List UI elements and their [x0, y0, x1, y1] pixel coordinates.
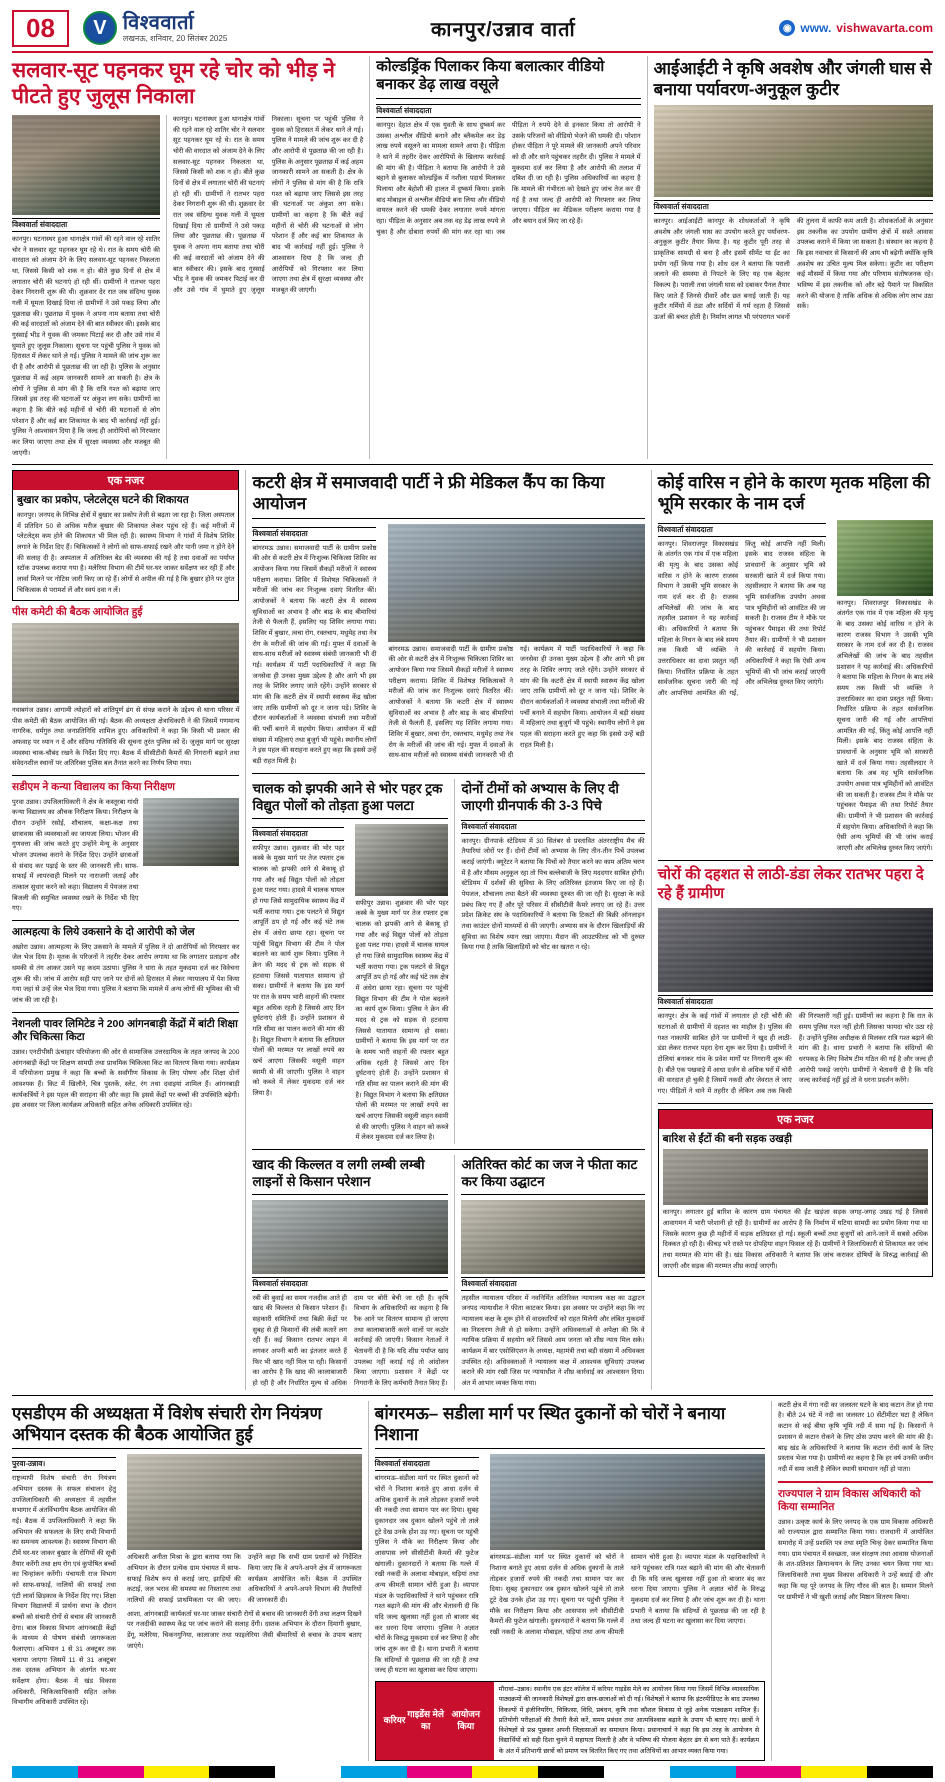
- divider-4: [12, 1012, 239, 1013]
- camp-text-a: बांगरमऊ उन्नाव। समाजवादी पार्टी के ग्रामीण प्रकोष्ठ की ओर से कटरी क्षेत्र में निःशुल्क चिकित्सा शिविर का आयोजन किया गया जिसमें सैकड़ों मरीजों ने स्वास्थ्य परीक्षण कराया। शिविर में विशेषज्ञ चिकित्सकों ने मरीजों की जांच कर निःशुल्क दवाएं वितरित कीं। आयोजकों ने बताया कि कटरी क्षेत्र में स्वास्थ्य सुविधाओं का अभाव है और बाढ़ के बाद बीमारियां तेजी से फैलती हैं, इसलिए यह शिविर लगाया गया। शिविर में बुखार, त्वचा रोग, रक्तचाप, मधुमेह तथा नेत्र रोग के मरीजों की जांच की गई। मुफ्त में दवाओं के साथ-साथ मरीजों को स्वास्थ्य संबंधी जानकारी भी दी गई। कार्यक्रम में पार्टी पदाधिकारियों ने कहा कि जनसेवा ही उनका मुख्य उद्देश्य है और आगे भी इस तरह के शिविर लगाए जाते रहेंगे। उन्होंने सरकार से मांग की कि कटरी क्षेत्र में स्थायी स्वास्थ्य केंद्र खोला जाए ताकि ग्रामीणों को दूर न जाना पड़े। शिविर के दौरान कार्यकर्ताओं ने व्यवस्था संभाली तथा मरीजों की पर्ची बनाने में सहयोग किया। आयोजन में बड़ी संख्या में महिलाएं तथा बुजुर्ग भी पहुंचे। स्थानीय लोगों ने इस पहल की सराहना करते हुए कहा कि इससे उन्हें बड़ी राहत मिली है।: [252, 544, 377, 766]
- page-number: 08: [12, 10, 69, 47]
- fertilizer-headline: खाद की किल्लत व लगी लम्बी लम्बी लाइनों से किसान परेशान: [252, 1157, 448, 1195]
- camp-headline: कटरी क्षेत्र में समाजवादी पार्टी ने फ्री मेडिकल कैंप का किया आयोजन: [252, 472, 644, 519]
- vdo-text: उन्नाव। उत्कृष्ट कार्य के लिए जनपद के एक ग्राम विकास अधिकारी को राज्यपाल द्वारा सम्मानित किया गया। राजधानी में आयोजित समारोह में उन्हें प्रशस्ति पत्र तथा स्मृति चिन्ह देकर सम्मानित किया गया। ग्राम पंचायत में स्वच्छता, जल संरक्षण तथा आवास योजनाओं के शत-प्रतिशत क्रियान्वयन के लिए उनका चयन किया गया था। जिलाधिकारी तथा मुख्य विकास अधिकारी ने उन्हें बधाई दी और कहा कि यह पूरे जनपद के लिए गौरव की बात है। सम्मान मिलने पर ग्रामीणों ने भी खुशी जताई और मिष्ठान वितरण किया।: [778, 1518, 934, 1601]
- shops-headline: बांगरमऊ– सडीला मार्ग पर स्थित दुकानों को चोरों ने बनाया निशाना: [375, 1403, 765, 1450]
- sdm-meeting-headline: एसडीएम की अध्यक्षता में विशेष संचारी रोग नियंत्रण अभियान दस्तक की बैठक आयोजित हुई: [12, 1403, 362, 1450]
- nightwatch-photo: [658, 908, 933, 992]
- divider-5: [252, 773, 644, 774]
- divider-1: [12, 464, 933, 465]
- reg-swatch: [736, 1766, 802, 1778]
- divider-2: [12, 775, 239, 776]
- career-strap-line1: करियर: [383, 1715, 406, 1726]
- row-truck-cricket: [252, 779, 644, 1144]
- land-photo: [837, 520, 933, 596]
- eknazar-label-1: एक नजर: [13, 471, 238, 490]
- shops-text-b: बांगरमऊ–संडीला मार्ग पर स्थित दुकानों को चोरों ने निशाना बनाते हुए आधा दर्जन से अधिक दुकानों के ताले तोड़कर हजारों रुपये की नकदी तथा सामान पार कर दिया। सुबह दुकानदार जब दुकान खोलने पहुंचे तो ताले टूटे देख उनके होश उड़ गए। सूचना पर पहुंची पुलिस ने मौके का निरीक्षण किया और आसपास लगे सीसीटीवी कैमरों की फुटेज खंगाली। दुकानदारों ने बताया कि गल्ले में रखी नकदी के अलावा मोबाइल, घड़ियां तथा अन्य कीमती सामान चोरी हुआ है। व्यापार मंडल के पदाधिकारियों ने थाने पहुंचकर रात्रि गश्त बढ़ाने की मांग की और चेतावनी दी कि यदि जल्द खुलासा नहीं हुआ तो बाजार बंद कर धरना दिया जाएगा। पुलिस ने अज्ञात चोरों के विरुद्ध मुकदमा दर्ज कर लिया है और जांच शुरू कर दी है। थाना प्रभारी ने बताया कि संदिग्धों से पूछताछ की जा रही है तथा जल्द ही घटना का खुलासा कर दिया जाएगा।: [489, 1554, 766, 1637]
- col-medical-camp: [245, 470, 644, 1390]
- col-right-second: [651, 470, 933, 1390]
- eknazar-text-1: कानपुर। जनपद के विभिन्न क्षेत्रों में बुखार का प्रकोप तेजी से बढ़ता जा रहा है। जिला अस्पताल में प्रतिदिन 50 से अधिक मरीज बुखार की शिकायत लेकर पहुंच रहे हैं। कई मरीजों में प्लेटलेट्स कम होने की शिकायत भी मिल रही है। स्वास्थ्य विभाग ने गांवों में विशेष शिविर लगाने के निर्देश दिए हैं। चिकित्सकों ने लोगों को साफ-सफाई रखने और पानी जमा न होने देने की सलाह दी है। अस्पताल में अतिरिक्त बेड की व्यवस्था की गई है तथा दवाओं का पर्याप्त स्टॉक उपलब्ध कराया गया है। मलेरिया विभाग की टीमें घर-घर जाकर सर्वेक्षण कर रही हैं और लार्वा मिलने पर नोटिस जारी किए जा रहे हैं। लोगों से अपील की गई है कि बुखार होने पर तुरंत चिकित्सक से परामर्श लें और स्वयं दवा न लें।: [17, 511, 235, 594]
- eknazar-text-2: कानपुर। लगातार हुई बारिश के कारण ग्राम पंचायत की ईंट खड़ंजा सड़क जगह-जगह उखड़ गई है जिससे आवागमन में भारी परेशानी हो रही है। ग्रामीणों का आरोप है कि निर्माण में घटिया सामग्री का प्रयोग किया गया था जिसके कारण कुछ ही महीनों में सड़क क्षतिग्रस्त हो गई। स्कूली बच्चों तथा बुजुर्गों को आने-जाने में सबसे अधिक दिक्कत हो रही है। कीचड़ भरे रास्ते पर दोपहिया वाहन फिसल रहे हैं। ग्रामीणों ने जिलाधिकारी से शिकायत कर जांच तथा मरम्मत की मांग की है। खंड विकास अधिकारी ने बताया कि जांच कराकर दोषियों के विरुद्ध कार्रवाई की जाएगी और सड़क की मरम्मत शीघ्र कराई जाएगी।: [662, 1209, 928, 1270]
- sdm-meeting-text-b: अधिकारी अनीता मिश्रा के द्वारा बताया गया कि अभियान के दौरान प्रत्येक ग्राम पंचायत में साफ-सफाई विशेष रूप से कराई जाए, झाड़ियों की कटाई, जल भराव की समस्या का निस्तारण तथा नालियों की सफाई प्राथमिकता पर की जाए। उन्होंने कहा कि सभी ग्राम प्रधानों को निर्देशित किया जाए कि वे अपने-अपने क्षेत्र में जागरूकता कार्यक्रम आयोजित करें। बैठक में उपस्थित अधिकारियों ने अपने-अपने विभाग की तैयारियों की जानकारी दी।: [127, 1554, 362, 1604]
- logo-title: विश्ववार्ता: [122, 12, 195, 35]
- career-strap-line2: गाइडेंस मेले का: [407, 1709, 445, 1731]
- eknazar-title-2: बारिश से ईंटों की बनी सड़क उखड़ी: [662, 1132, 793, 1145]
- truck-byline: विश्ववार्ता संवाददाता: [252, 827, 344, 841]
- col-river: [771, 1401, 933, 1761]
- career-strap: [375, 1681, 765, 1761]
- land-headline: कोई वारिस न होने के कारण मृतक महिला की भूमि सरकार के नाम दर्ज: [657, 473, 930, 514]
- career-strap-label: [376, 1682, 494, 1760]
- fertilizer-text: रबी की बुवाई का समय नजदीक आते ही खाद की किल्लत से किसान परेशान हैं। सहकारी समितियों तथा बिक्री केंद्रों पर सुबह से ही किसानों की लंबी कतारें लग रही हैं। कई किसान रातभर लाइन में लगकर अपनी बारी का इंतजार करते हैं फिर भी खाद नहीं मिल पा रही। किसानों का आरोप है कि खाद की कालाबाजारी हो रही है और निर्धारित मूल्य से अधिक दाम पर बोरी बेची जा रही है। कृषि विभाग के अधिकारियों का कहना है कि रैक आने पर वितरण सामान्य हो जाएगा तथा कालाबाजारी करने वालों पर कठोर कार्रवाई की जाएगी। किसान नेताओं ने चेतावनी दी है कि यदि शीघ्र पर्याप्त खाद उपलब्ध नहीं कराई गई तो आंदोलन किया जाएगा। प्रशासन ने केंद्रों पर निगरानी के लिए कर्मचारी तैनात किए हैं।: [252, 1294, 449, 1388]
- peace-committee-photo: [12, 623, 239, 703]
- jail-title: आत्महत्या के लिये उकसाने के दो आरोपी को जेल: [12, 925, 195, 938]
- row-fertilizer-court: [252, 1155, 644, 1390]
- eknazar-title-1: बुखार का प्रकोप, प्लेटलेट्स घटने की शिकायत: [17, 494, 189, 507]
- iit-headline: आईआईटी ने कृषि अवशेष और जंगली घास से बनाया पर्यावरण-अनुकूल कुटीर: [653, 58, 932, 99]
- divider-7: [658, 860, 933, 861]
- registration-bar: [12, 1766, 933, 1778]
- reg-swatch: [670, 1766, 736, 1778]
- row-second: [12, 470, 933, 1390]
- globe-icon: ◉: [779, 20, 795, 36]
- truck-photo: [355, 824, 448, 896]
- career-strap-text: मौरावां–उन्नाव। स्थानीय एक इंटर कॉलेज में करियर गाइडेंस मेले का आयोजन किया गया जिसमें विभिन्न व्यावसायिक पाठ्यक्रमों की जानकारी विशेषज्ञों द्वारा छात्र-छात्राओं को दी गई। विशेषज्ञों ने बताया कि इंटरमीडिएट के बाद उपलब्ध विकल्पों में इंजीनियरिंग, चिकित्सा, विधि, प्रबंधन, कृषि तथा कौशल विकास से जुड़े अनेक पाठ्यक्रम शामिल हैं। प्रतियोगी परीक्षाओं की तैयारी कैसे करें, समय प्रबंधन तथा आत्मविश्वास बढ़ाने के उपाय भी बताए गए। छात्रों ने विशेषज्ञों से प्रश्न पूछकर अपनी जिज्ञासाओं का समाधान किया। प्रधानाचार्य ने कहा कि इस तरह के आयोजन से विद्यार्थियों को सही दिशा चुनने में सहायता मिलती है और वे भविष्य की योजना बेहतर ढंग से बना पाते हैं। कार्यक्रम के अंत में प्रतिभागी छात्रों को प्रमाण पत्र वितरित किए गए तथा अतिथियों का आभार व्यक्त किया गया।: [494, 1682, 764, 1760]
- land-text-b: कानपुर। शिवराजपुर विकासखंड के अंतर्गत एक गांव में एक महिला की मृत्यु के बाद उसका कोई वारिस न होने के कारण राजस्व विभाग ने उसकी भूमि सरकार के नाम दर्ज कर दी है। राजस्व अभिलेखों की जांच के बाद तहसील प्रशासन ने यह कार्रवाई की। अधिकारियों ने बताया कि महिला के निधन के बाद लंबे समय तक किसी भी व्यक्ति ने उत्तराधिकार का दावा प्रस्तुत नहीं किया। निर्धारित प्रक्रिया के तहत सार्वजनिक सूचना जारी की गई और आपत्तियां आमंत्रित की गईं, किंतु कोई आपत्ति नहीं मिली। इसके बाद राजस्व संहिता के प्रावधानों के अनुसार भूमि को सरकारी खाते में दर्ज किया गया। तहसीलदार ने बताया कि अब यह भूमि सार्वजनिक उपयोग अथवा पात्र भूमिहीनों को आवंटित की जा सकती है। राजस्व टीम ने मौके पर पहुंचकर पैमाइश की तथा रिपोर्ट तैयार की। ग्रामीणों ने भी प्रशासन की कार्रवाई में सहयोग किया। अधिकारियों ने कहा कि ऐसी अन्य भूमियों की भी जांच कराई जाएगी और अभिलेख दुरुस्त किए जाएंगे।: [836, 599, 933, 853]
- nightwatch-byline: विश्ववार्ता संवाददाता: [658, 995, 933, 1009]
- iit-photo: [654, 105, 933, 197]
- eknazar-box-1: [12, 470, 239, 601]
- coldrink-byline: विश्ववार्ता संवाददाता: [376, 104, 640, 118]
- logo-subtitle: लखनऊ, शनिवार, 20 सितंबर 2025: [122, 34, 228, 44]
- reg-swatch: [604, 1766, 670, 1778]
- cricket-byline: विश्ववार्ता संवाददाता: [461, 820, 644, 834]
- reg-swatch: [341, 1766, 407, 1778]
- truck-headline: चालक को झपकी आने से भोर पहर ट्रक विद्युत पोलों को तोड़ता हुआ पलटा: [252, 781, 448, 819]
- lead-text-b: कानपुर। घटनास्थर हुआ थानाक्षेत्र गांवों की रहने वाल रहे शातिर चोर ने सलवार सूट पहनकर घूम रहे थे। रात के समय चोरी की वारदात को अंजाम देने के लिए सलवार-सूट पहनकर निकलता था, जिससे किसी को शक न हो। बीते कुछ दिनों से क्षेत्र में लगातार चोरी की घटनाएं हो रही थीं। ग्रामीणों ने रातभर पहरा देकर निगरानी शुरू की थी। शुक्रवार देर रात जब संदिग्ध युवक गली में घूमता दिखाई दिया तो ग्रामीणों ने उसे पकड़ लिया और पूछताछ की। पूछताछ में युवक ने अपना नाम बताया तथा चोरी की कई वारदातों को अंजाम देने की बात स्वीकार की। इसके बाद गुस्साई भीड़ ने युवक की जमकर पिटाई कर दी और उसे गांव में घुमाते हुए जुलूस निकाला। सूचना पर पहुंची पुलिस ने युवक को हिरासत में लेकर थाने ले गई। पुलिस ने मामले की जांच शुरू कर दी है और आरोपी से पूछताछ की जा रही है। पुलिस के अनुसार पूछताछ में कई अहम जानकारी सामने आ सकती है। क्षेत्र के लोगों ने पुलिस से मांग की है कि रात्रि गश्त को बढ़ाया जाए जिससे इस तरह की घटनाओं पर अंकुश लग सके। ग्रामीणों का कहना है कि बीते कई महीनों से चोरी की घटनाओं से लोग परेशान हैं और कई बार शिकायत के बाद भी कार्रवाई नहीं हुई। पुलिस ने आश्वासन दिया है कि जल्द ही आरोपियों को गिरफ्तार कर लिया जाएगा तथा क्षेत्र में सुरक्षा व्यवस्था और मजबूत की जाएगी।: [173, 116, 364, 294]
- fertilizer-byline: विश्ववार्ता संवाददाता: [252, 1277, 448, 1291]
- col-shops-theft: [368, 1401, 765, 1761]
- camp-byline: विश्ववार्ता संवाददाता: [252, 527, 376, 541]
- peace-committee-text: नवाबगंज उन्नाव। आगामी त्योहारों को शांतिपूर्ण ढंग से संपन्न कराने के उद्देश्य से थाना परिसर में पीस कमेटी की बैठक आयोजित की गई। बैठक की अध्यक्षता क्षेत्राधिकारी ने की जिसमें गणमान्य नागरिक, धर्मगुरु तथा जनप्रतिनिधि शामिल हुए। अधिकारियों ने कहा कि किसी भी प्रकार की अफवाह पर ध्यान न दें और संदिग्ध गतिविधि की सूचना तुरंत पुलिस को दें। जुलूस मार्ग पर सुरक्षा व्यवस्था चाक-चौबंद रखने के निर्देश दिए गए। बैठक में सीसीटीवी कैमरों की निगरानी बढ़ाने तथा संवेदनशील स्थानों पर अतिरिक्त पुलिस बल तैनात करने का निर्णय लिया गया।: [12, 706, 240, 768]
- reg-swatch: [538, 1766, 604, 1778]
- reg-swatch: [144, 1766, 210, 1778]
- sdm-meeting-byline: पुरवा-उन्नाव।: [12, 1457, 116, 1471]
- coldrink-text: कानपुर। देहात क्षेत्र में एक युवती के साथ दुष्कर्म कर उसका अश्लील वीडियो बनाने और ब्लैकमेल कर डेढ़ लाख रुपये वसूलने का मामला सामने आया है। पीड़िता ने थाने में तहरीर देकर आरोपियों के खिलाफ कार्रवाई की मांग की है। पीड़िता ने बताया कि आरोपी ने उसे बहाने से बुलाकर कोल्डड्रिंक में नशीला पदार्थ मिलाकर पिलाया और बेहोशी की हालत में दुष्कर्म किया। इसके बाद मोबाइल से अश्लील वीडियो बना लिया और वीडियो वायरल करने की धमकी देकर लगातार रुपये मांगता रहा। पीड़िता के अनुसार अब तक वह डेढ़ लाख रुपये ले चुका है और दोबारा रुपयों की मांग कर रहा था। जब पीड़िता ने रुपये देने से इनकार किया तो आरोपी ने उसके परिजनों को वीडियो भेजने की धमकी दी। परेशान होकर पीड़िता ने पूरे मामले की जानकारी अपने परिवार को दी और थाने पहुंचकर तहरीर दी। पुलिस ने मामले में मुकदमा दर्ज कर लिया है और आरोपी की तलाश में दबिश दी जा रही है। पुलिस अधिकारियों का कहना है कि मामले की गंभीरता को देखते हुए जांच तेज कर दी गई है तथा जल्द ही आरोपी को गिरफ्तार कर लिया जाएगा। पीड़िता का मेडिकल परीक्षण कराया गया है और बयान दर्ज किए जा रहे हैं।: [376, 122, 641, 236]
- nlp-title: नेशनली पावर लिमिटेड ने 200 आंगनबाड़ी केंद्रों में बांटी शिक्षा और चिकित्सा किटा: [12, 1017, 238, 1044]
- iit-text: कानपुर। आईआईटी कानपुर के शोधकर्ताओं ने कृषि अवशेष और जंगली घास का उपयोग करते हुए पर्यावरण-अनुकूल कुटीर तैयार किया है। यह कुटीर पूरी तरह से प्राकृतिक सामग्री से बना है और इसमें सीमेंट या ईंट का प्रयोग नहीं किया गया है। शोध दल ने बताया कि पराली जलाने की समस्या से निपटने के लिए यह एक बेहतर विकल्प है। पराली तथा जंगली घास को दबाकर पैनल तैयार किए जाते हैं जिनसे दीवारें और छत बनाई जाती हैं। यह कुटीर गर्मियों में ठंडा और सर्दियों में गर्म रहता है जिससे ऊर्जा की बचत होती है। निर्माण लागत भी परंपरागत भवनों की तुलना में काफी कम आती है। शोधकर्ताओं के अनुसार इस तकनीक का उपयोग ग्रामीण क्षेत्रों में सस्ते आवास उपलब्ध कराने में किया जा सकता है। संस्थान का कहना है कि इस नवाचार से किसानों की आय भी बढ़ेगी क्योंकि कृषि अवशेष का उचित मूल्य मिल सकेगा। कुटीर का परीक्षण कई मौसमों में किया गया और परिणाम संतोषजनक रहे। भविष्य में इस तकनीक को और बड़े पैमाने पर विकसित करने की योजना है ताकि अधिक से अधिक लोग लाभ उठा सकें।: [653, 218, 933, 322]
- sdm-meeting-photo: [127, 1454, 362, 1550]
- coldrink-headline: कोल्डड्रिंक पिलाकर किया बलात्कार वीडियो बनाकर डेढ़ लाख वसूले: [376, 58, 640, 100]
- cricket-headline: दोनों टीमों को अभ्यास के लिए दी जाएगी ग्रीनपार्क की 3-3 पिचे: [461, 780, 619, 813]
- nightwatch-headline: चोरों की दहशत से लाठी-डंडा लेकर रातभर पहरा दे रहे हैं ग्रामीण: [657, 865, 924, 902]
- divider-3: [12, 920, 239, 921]
- shops-photo: [490, 1454, 765, 1550]
- website-link[interactable]: [779, 20, 933, 36]
- page-title: कानपुर/उन्नाव वार्ता: [430, 18, 576, 41]
- jail-text: अछोरा उन्नाव। आत्महत्या के लिए उकसाने के मामले में पुलिस ने दो आरोपियों को गिरफ्तार कर जेल भेज दिया है। मृतक के परिजनों ने तहरीर देकर आरोप लगाया था कि लगातार प्रताड़ना और धमकी से तंग आकर उसने यह कदम उठाया। पुलिस ने धारा के तहत मुकदमा दर्ज कर विवेचना शुरू की थी। जांच में आरोप सही पाए जाने पर दोनों को हिरासत में लेकर न्यायालय में पेश किया गया जहां से उन्हें जेल भेज दिया गया। पुलिस ने बताया कि मामले में अन्य लोगों की भूमिका की भी जांच की जा रही है।: [12, 943, 240, 1004]
- sdm-inspection-photo: [143, 798, 239, 866]
- divider-9: [12, 1395, 933, 1396]
- court-headline: अतिरिक्त कोर्ट का जज ने फीता काट कर किया उद्घाटन: [461, 1157, 644, 1195]
- divider-8: [658, 1103, 933, 1104]
- court-byline: विश्ववार्ता संवाददाता: [461, 1277, 644, 1291]
- row-top: [12, 56, 933, 460]
- nlp-text: उन्नाव। एनटीपीसी ऊंचाहार परियोजना की ओर से सामाजिक उत्तरदायित्व के तहत जनपद के 200 आंगनबाड़ी केंद्रों पर शिक्षण सामग्री तथा प्राथमिक चिकित्सा किट का वितरण किया गया। कार्यक्रम में परियोजना प्रमुख ने कहा कि बच्चों के सर्वांगीण विकास के लिए पोषण और शिक्षा दोनों आवश्यक हैं। किट में खिलौने, चित्र पुस्तकें, स्लेट, रंग तथा दवाइयां शामिल हैं। आंगनबाड़ी कार्यकर्त्रियों ने इस पहल की सराहना की और कहा कि इससे केंद्रों पर बच्चों की उपस्थिति बढ़ेगी। इस अवसर पर जिला कार्यक्रम अधिकारी सहित अनेक अधिकारी उपस्थित रहे।: [12, 1048, 240, 1110]
- divider-6: [252, 1149, 644, 1150]
- nightwatch-text: कानपुर। क्षेत्र के कई गांवों में लगातार हो रही चोरी की घटनाओं से ग्रामीणों में दहशत का माहौल है। पुलिस की गश्त नाकाफी साबित होने पर ग्रामीणों ने खुद ही लाठी-डंडा लेकर रातभर पहरा देना शुरू कर दिया है। ग्रामीणों ने टोलियां बनाकर गांव के प्रवेश मार्गों पर निगरानी शुरू की है। बीते एक पखवाड़े में आधा दर्जन से अधिक घरों में चोरी की वारदात हो चुकी है जिसमें नकदी और जेवरात ले जाए गए। पीड़ितों ने थाने में तहरीर दी लेकिन अब तक किसी की गिरफ्तारी नहीं हुई। ग्रामीणों का कहना है कि रात के समय पुलिस गश्त नहीं होती जिसका फायदा चोर उठा रहे हैं। उन्होंने पुलिस अधीक्षक से मिलकर रात्रि गश्त बढ़ाने की मांग की है। थाना प्रभारी ने बताया कि संदिग्धों की धरपकड़ के लिए विशेष टीम गठित की गई है और जल्द ही आरोपी पकड़े जाएंगे। ग्रामीणों ने चेतावनी दी है कि यदि जल्द कार्रवाई नहीं हुई तो वे धरना प्रदर्शन करेंगे।: [657, 1013, 933, 1096]
- divider-10: [778, 1481, 933, 1483]
- eknazar-label-2: एक नजर: [659, 1110, 932, 1129]
- sdm-meeting-text-c: आशा, आंगनबाड़ी कार्यकर्ता घर-घर जाकर संचारी रोगों से बचाव की जानकारी देंगी तथा लक्षण दिखने पर नजदीकी स्वास्थ्य केंद्र पर जांच कराने की सलाह देंगी। दस्तक अभियान के दौरान दिमागी बुखार, डेंगू, मलेरिया, चिकनगुनिया, कालाजार तथा फाइलेरिया जैसी बीमारियों से बचाव के उपाय बताए जाएंगे।: [127, 1610, 362, 1650]
- reg-swatch: [209, 1766, 275, 1778]
- camp-photo: [388, 524, 644, 642]
- shops-byline: विश्ववार्ता संवाददाता: [375, 1457, 479, 1471]
- truck-text-a: सफीपुर उन्नाव। शुक्रवार की भोर पहर कस्बे के मुख्य मार्ग पर तेज रफ्तार ट्रक चालक को झपकी आने से बेकाबू हो गया और कई विद्युत पोलों को तोड़ता हुआ पलट गया। हादसे में चालक घायल हो गया जिसे सामुदायिक स्वास्थ्य केंद्र में भर्ती कराया गया। ट्रक पलटने से विद्युत आपूर्ति ठप हो गई और कई घंटे तक क्षेत्र में अंधेरा छाया रहा। सूचना पर पहुंची विद्युत विभाग की टीम ने पोल बदलने का कार्य शुरू किया। पुलिस ने क्रेन की मदद से ट्रक को सड़क से हटवाया जिससे यातायात सामान्य हो सका। ग्रामीणों ने बताया कि इस मार्ग पर रात के समय भारी वाहनों की रफ्तार बहुत अधिक रहती है जिससे आए दिन दुर्घटनाएं होती हैं। उन्होंने प्रशासन से गति सीमा का पालन कराने की मांग की है। विद्युत विभाग ने बताया कि क्षतिग्रस्त पोलों की मरम्मत पर लाखों रुपये का खर्च आएगा जिसकी वसूली वाहन स्वामी से की जाएगी। पुलिस ने वाहन को कब्जे में लेकर मुकदमा दर्ज कर लिया है।: [252, 844, 345, 1098]
- reg-swatch: [472, 1766, 538, 1778]
- publication-logo: [83, 11, 227, 45]
- row-bottom: [12, 1401, 933, 1761]
- career-strap-line3: आयोजन किया: [451, 1709, 480, 1731]
- land-text-a: कानपुर। शिवराजपुर विकासखंड के अंतर्गत एक गांव में एक महिला की मृत्यु के बाद उसका कोई वारिस न होने के कारण राजस्व विभाग ने उसकी भूमि सरकार के नाम दर्ज कर दी है। राजस्व अभिलेखों की जांच के बाद तहसील प्रशासन ने यह कार्रवाई की। अधिकारियों ने बताया कि महिला के निधन के बाद लंबे समय तक किसी भी व्यक्ति ने उत्तराधिकार का दावा प्रस्तुत नहीं किया। निर्धारित प्रक्रिया के तहत सार्वजनिक सूचना जारी की गई और आपत्तियां आमंत्रित की गईं, किंतु कोई आपत्ति नहीं मिली। इसके बाद राजस्व संहिता के प्रावधानों के अनुसार भूमि को सरकारी खाते में दर्ज किया गया। तहसीलदार ने बताया कि अब यह भूमि सार्वजनिक उपयोग अथवा पात्र भूमिहीनों को आवंटित की जा सकती है। राजस्व टीम ने मौके पर पहुंचकर पैमाइश की तथा रिपोर्ट तैयार की। ग्रामीणों ने भी प्रशासन की कार्रवाई में सहयोग किया। अधिकारियों ने कहा कि ऐसी अन्य भूमियों की भी जांच कराई जाएगी और अभिलेख दुरुस्त किए जाएंगे।: [657, 540, 826, 698]
- eknazar-box-2: [658, 1109, 933, 1278]
- col-sdm-meeting: [12, 1401, 362, 1761]
- lead-story: [12, 56, 363, 460]
- sdm-meeting-text-a: राष्ट्रव्यापी विशेष संचारी रोग नियंत्रण अभियान दस्तक के सफल संचालन हेतु उपजिलाधिकारी की अध्यक्षता में तहसील सभागार में अंतर्विभागीय बैठक आयोजित की गई। बैठक में उपजिलाधिकारी ने कहा कि अभियान की सफलता के लिए सभी विभागों का समन्वय आवश्यक है। स्वास्थ्य विभाग की टीमें घर-घर जाकर बुखार के रोगियों की सूची तैयार करेंगी तथा क्षय रोग एवं कुपोषित बच्चों का चिन्हांकन करेंगी। पंचायती राज विभाग को साफ-सफाई, नालियों की सफाई तथा एंटी लार्वा छिड़काव के निर्देश दिए गए। शिक्षा विभाग विद्यालयों में प्रार्थना सभा के दौरान बच्चों को संचारी रोगों से बचाव की जानकारी देगा। बाल विकास विभाग आंगनबाड़ी केंद्रों के माध्यम से पोषण संबंधी जागरूकता फैलाएगा। अभियान 1 से 31 अक्टूबर तक चलाया जाएगा जिसमें 11 से 31 अक्टूबर तक दस्तक अभियान के अंतर्गत घर-घर सर्वेक्षण होगा। बैठक में खंड विकास अधिकारी, चिकित्साधिकारी सहित अनेक विभागीय अधिकारी उपस्थित रहे।: [12, 1475, 116, 1707]
- story-iit-hut: [647, 56, 933, 460]
- lead-byline: विश्ववार्ता संवाददाता: [12, 218, 160, 232]
- lead-headline: सलवार-सूट पहनकर घूम रहे चोर को भीड़ ने पीटते हुए जुलूस निकाला: [12, 58, 335, 108]
- peace-committee-title: पीस कमेटी की बैठक आयोजित हुई: [12, 606, 143, 619]
- masthead: [12, 10, 933, 53]
- reg-swatch: [867, 1766, 933, 1778]
- camp-text-b: बांगरमऊ उन्नाव। समाजवादी पार्टी के ग्रामीण प्रकोष्ठ की ओर से कटरी क्षेत्र में निःशुल्क चिकित्सा शिविर का आयोजन किया गया जिसमें सैकड़ों मरीजों ने स्वास्थ्य परीक्षण कराया। शिविर में विशेषज्ञ चिकित्सकों ने मरीजों की जांच कर निःशुल्क दवाएं वितरित कीं। आयोजकों ने बताया कि कटरी क्षेत्र में स्वास्थ्य सुविधाओं का अभाव है और बाढ़ के बाद बीमारियां तेजी से फैलती हैं, इसलिए यह शिविर लगाया गया। शिविर में बुखार, त्वचा रोग, रक्तचाप, मधुमेह तथा नेत्र रोग के मरीजों की जांच की गई। मुफ्त में दवाओं के साथ-साथ मरीजों को स्वास्थ्य संबंधी जानकारी भी दी गई। कार्यक्रम में पार्टी पदाधिकारियों ने कहा कि जनसेवा ही उनका मुख्य उद्देश्य है और आगे भी इस तरह के शिविर लगाए जाते रहेंगे। उन्होंने सरकार से मांग की कि कटरी क्षेत्र में स्थायी स्वास्थ्य केंद्र खोला जाए ताकि ग्रामीणों को दूर न जाना पड़े। शिविर के दौरान कार्यकर्ताओं ने व्यवस्था संभाली तथा मरीजों की पर्ची बनाने में सहयोग किया। आयोजन में बड़ी संख्या में महिलाएं तथा बुजुर्ग भी पहुंचे। स्थानीय लोगों ने इस पहल की सराहना करते हुए कहा कि इससे उन्हें बड़ी राहत मिली है।: [388, 645, 645, 760]
- lead-photo: [12, 115, 160, 215]
- sdm-inspection-title: सडीएम ने कन्या विद्यालय का किया निरीक्षण: [12, 780, 175, 793]
- lead-text-a: कानपुर। घटनास्थर हुआ थानाक्षेत्र गांवों की रहने वाल रहे शातिर चोर ने सलवार सूट पहनकर घूम रहे थे। रात के समय चोरी की वारदात को अंजाम देने के लिए सलवार-सूट पहनकर निकलता था, जिससे किसी को शक न हो। बीते कुछ दिनों से क्षेत्र में लगातार चोरी की घटनाएं हो रही थीं। ग्रामीणों ने रातभर पहरा देकर निगरानी शुरू की थी। शुक्रवार देर रात जब संदिग्ध युवक गली में घूमता दिखाई दिया तो ग्रामीणों ने उसे पकड़ लिया और पूछताछ की। पूछताछ में युवक ने अपना नाम बताया तथा चोरी की कई वारदातों को अंजाम देने की बात स्वीकार की। इसके बाद गुस्साई भीड़ ने युवक की जमकर पिटाई कर दी और उसे गांव में घुमाते हुए जुलूस निकाला। सूचना पर पहुंची पुलिस ने युवक को हिरासत में लेकर थाने ले गई। पुलिस ने मामले की जांच शुरू कर दी है और आरोपी से पूछताछ की जा रही है। पुलिस के अनुसार पूछताछ में कई अहम जानकारी सामने आ सकती है। क्षेत्र के लोगों ने पुलिस से मांग की है कि रात्रि गश्त को बढ़ाया जाए जिससे इस तरह की घटनाओं पर अंकुश लग सके। ग्रामीणों का कहना है कि बीते कई महीनों से चोरी की घटनाओं से लोग परेशान हैं और कई बार शिकायत के बाद भी कार्रवाई नहीं हुई। पुलिस ने आश्वासन दिया है कि जल्द ही आरोपियों को गिरफ्तार कर लिया जाएगा तथा क्षेत्र में सुरक्षा व्यवस्था और मजबूत की जाएगी।: [12, 236, 160, 457]
- col-eknazar: [12, 470, 239, 1390]
- reg-swatch: [801, 1766, 867, 1778]
- story-coldrink: [369, 56, 640, 460]
- vdo-title: राज्यपाल ने ग्राम विकास अधिकारी को किया सम्मानित: [778, 1487, 921, 1514]
- website-prefix: www.: [800, 21, 832, 36]
- cricket-text: कानपुर। ग्रीनपार्क स्टेडियम में 30 सितंबर से प्रस्तावित अंतरराष्ट्रीय मैच की तैयारियां जोरों पर हैं। दोनों टीमों को अभ्यास के लिए तीन-तीन पिचें उपलब्ध कराई जाएंगी। क्यूरेटर ने बताया कि पिचों को तैयार करने का काम अंतिम चरण में है और मौसम अनुकूल रहा तो पिच बल्लेबाजी के लिए मददगार साबित होगी। स्टेडियम में दर्शकों की सुविधा के लिए अतिरिक्त इंतजाम किए जा रहे हैं। पेयजल, शौचालय तथा बैठने की व्यवस्था दुरुस्त की जा रही है। सुरक्षा के कड़े प्रबंध किए गए हैं और पूरे परिसर में सीसीटीवी कैमरे लगाए जा रहे हैं। उत्तर प्रदेश क्रिकेट संघ के पदाधिकारियों ने बताया कि टिकटों की बिक्री ऑनलाइन तथा काउंटर दोनों माध्यमों से की जाएगी। अभ्यास सत्र के दौरान खिलाड़ियों की सुविधा का विशेष ध्यान रखा जाएगा। मैदान की आउटफील्ड को भी दुरुस्त किया गया है ताकि खिलाड़ियों को चोट का खतरा न रहे।: [461, 837, 645, 952]
- iit-byline: विश्ववार्ता संवाददाता: [654, 200, 933, 214]
- eknazar-photo-2: [663, 1149, 928, 1205]
- truck-text-b: सफीपुर उन्नाव। शुक्रवार की भोर पहर कस्बे के मुख्य मार्ग पर तेज रफ्तार ट्रक चालक को झपकी आने से बेकाबू हो गया और कई विद्युत पोलों को तोड़ता हुआ पलट गया। हादसे में चालक घायल हो गया जिसे सामुदायिक स्वास्थ्य केंद्र में भर्ती कराया गया। ट्रक पलटने से विद्युत आपूर्ति ठप हो गई और कई घंटे तक क्षेत्र में अंधेरा छाया रहा। सूचना पर पहुंची विद्युत विभाग की टीम ने पोल बदलने का कार्य शुरू किया। पुलिस ने क्रेन की मदद से ट्रक को सड़क से हटवाया जिससे यातायात सामान्य हो सका। ग्रामीणों ने बताया कि इस मार्ग पर रात के समय भारी वाहनों की रफ्तार बहुत अधिक रहती है जिससे आए दिन दुर्घटनाएं होती हैं। उन्होंने प्रशासन से गति सीमा का पालन कराने की मांग की है। विद्युत विभाग ने बताया कि क्षतिग्रस्त पोलों की मरम्मत पर लाखों रुपये का खर्च आएगा जिसकी वसूली वाहन स्वामी से की जाएगी। पुलिस ने वाहन को कब्जे में लेकर मुकदमा दर्ज कर लिया है।: [355, 899, 449, 1142]
- sdm-inspection-text: पुरवा उन्नाव। उपजिलाधिकारी ने क्षेत्र के कस्तूरबा गांधी कन्या विद्यालय का औचक निरीक्षण किया। निरीक्षण के दौरान उन्होंने रसोई, शौचालय, कक्षा-कक्ष तथा छात्रावास की व्यवस्थाओं का जायजा लिया। भोजन की गुणवत्ता की जांच करते हुए उन्होंने मेन्यू के अनुसार भोजन उपलब्ध कराने के निर्देश दिए। उन्होंने छात्राओं से संवाद कर पढ़ाई के स्तर की जानकारी ली। साफ-सफाई में लापरवाही मिलने पर नाराजगी जताई और तत्काल सुधार करने को कहा। विद्यालय में पेयजल तथा बिजली की समुचित व्यवस्था रखने के निर्देश भी दिए गए।: [12, 798, 139, 913]
- court-text: तहसील न्यायालय परिसर में नवनिर्मित अतिरिक्त न्यायालय कक्ष का उद्घाटन जनपद न्यायाधीश ने फीता काटकर किया। इस अवसर पर उन्होंने कहा कि नए न्यायालय कक्ष के शुरू होने से वादकारियों को राहत मिलेगी और लंबित मुकदमों का निस्तारण तेजी से हो सकेगा। उन्होंने अधिवक्ताओं से अपेक्षा की कि वे न्यायिक प्रक्रिया में सहयोग करें जिससे आम जनता को शीघ्र न्याय मिल सके। कार्यक्रम में बार एसोसिएशन के अध्यक्ष, महामंत्री तथा बड़ी संख्या में अधिवक्ता उपस्थित रहे। अधिवक्ताओं ने न्यायालय कक्ष में आवश्यक सुविधाएं उपलब्ध कराने की मांग रखी जिस पर न्यायाधीश ने शीघ्र कार्रवाई का आश्वासन दिया। अंत में आभार व्यक्त किया गया।: [461, 1294, 645, 1388]
- reg-swatch: [78, 1766, 144, 1778]
- reg-swatch: [407, 1766, 473, 1778]
- website-domain: vishwavarta.com: [836, 21, 933, 36]
- logo-icon: V: [83, 11, 117, 45]
- court-photo: [461, 1200, 644, 1274]
- shops-text-a: बांगरमऊ–संडीला मार्ग पर स्थित दुकानों को चोरों ने निशाना बनाते हुए आधा दर्जन से अधिक दुकानों के ताले तोड़कर हजारों रुपये की नकदी तथा सामान पार कर दिया। सुबह दुकानदार जब दुकान खोलने पहुंचे तो ताले टूटे देख उनके होश उड़ गए। सूचना पर पहुंची पुलिस ने मौके का निरीक्षण किया और आसपास लगे सीसीटीवी कैमरों की फुटेज खंगाली। दुकानदारों ने बताया कि गल्ले में रखी नकदी के अलावा मोबाइल, घड़ियां तथा अन्य कीमती सामान चोरी हुआ है। व्यापार मंडल के पदाधिकारियों ने थाने पहुंचकर रात्रि गश्त बढ़ाने की मांग की और चेतावनी दी कि यदि जल्द खुलासा नहीं हुआ तो बाजार बंद कर धरना दिया जाएगा। पुलिस ने अज्ञात चोरों के विरुद्ध मुकदमा दर्ज कर लिया है और जांच शुरू कर दी है। थाना प्रभारी ने बताया कि संदिग्धों से पूछताछ की जा रही है तथा जल्द ही घटना का खुलासा कर दिया जाएगा।: [374, 1475, 479, 1675]
- river-text: कटरी क्षेत्र में गंगा नदी का जलस्तर घटने के बाद कटान तेज हो गया है। बीते 24 घंटे में नदी का जलस्तर 10 सेंटीमीटर घटा है लेकिन कटान से कई बीघा कृषि भूमि नदी में समा गई है। किसानों ने प्रशासन से कटान रोकने के लिए ठोस उपाय करने की मांग की है। बाढ़ खंड के अधिकारियों ने बताया कि कटान रोधी कार्य के लिए प्रस्ताव भेजा गया है। ग्रामीणों का कहना है कि हर वर्ष उनकी जमीन नदी में समा जाती है लेकिन स्थायी समाधान नहीं हो पाता।: [778, 1401, 934, 1473]
- fertilizer-photo: [252, 1200, 448, 1274]
- land-byline: विश्ववार्ता संवाददाता: [658, 523, 826, 537]
- reg-swatch: [12, 1766, 78, 1778]
- reg-swatch: [275, 1766, 341, 1778]
